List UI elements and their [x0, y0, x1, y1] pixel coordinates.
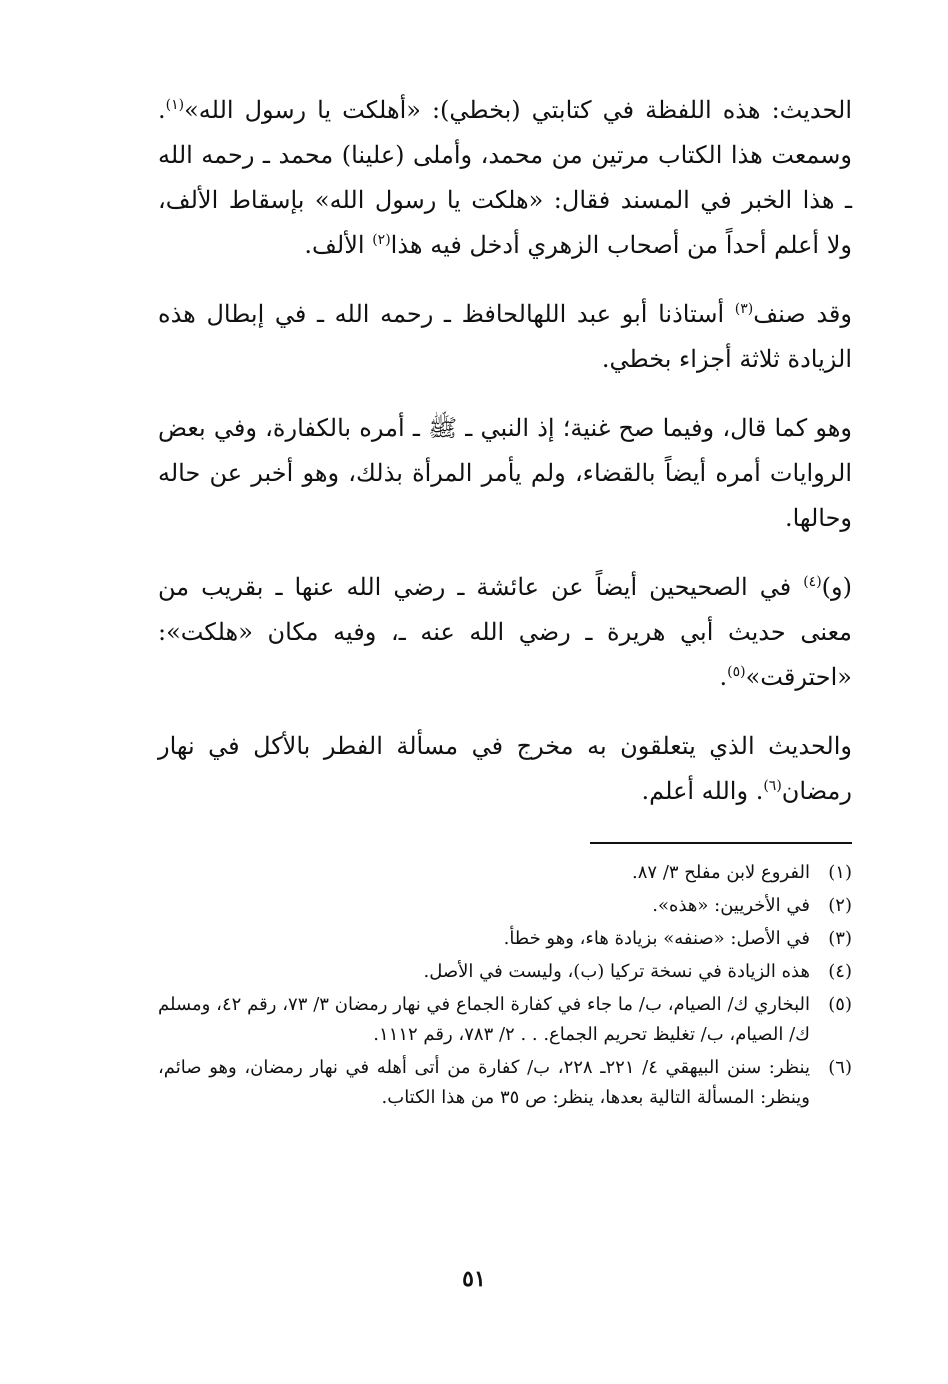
footnote-number: (١) — [828, 862, 852, 883]
page-body — [158, 88, 852, 1328]
footnote-number: (٥) — [828, 994, 852, 1015]
main-text — [158, 88, 852, 814]
footnote-marker[interactable]: (٤) — [803, 574, 822, 590]
paragraph — [158, 724, 852, 814]
text-run: (و) — [821, 573, 852, 601]
text-run: الألف. — [304, 231, 373, 259]
text-run: وقد صنف — [753, 300, 852, 328]
text-run: في الصحيحين أيضاً عن عائشة ـ رضي الله عنها ـ بقريب من معنى حديث أبي هريرة ـ رضي الله عنه ـ، وفيه مكان «هلكت»: «احترقت» — [158, 573, 852, 691]
footnote-number: (٢) — [828, 895, 852, 916]
footnote-divider — [590, 842, 852, 844]
page-number: ٥١ — [462, 1266, 486, 1292]
footnote-text: في الأصل: «صنفه» بزيادة هاء، وهو خطأ. — [503, 928, 810, 949]
footnote-marker[interactable]: (٢) — [372, 232, 391, 248]
footnote — [158, 990, 852, 1050]
text-run: وهو كما قال، وفيما صح غنية؛ إذ النبي ـ ﷺ ـ أمره بالكفارة، وفي بعض الروايات أمره أيضاً بالقضاء، ولم يأمر المرأة بذلك، وهو أخبر عن حاله وحالها. — [158, 414, 852, 532]
footnote-marker[interactable]: (٦) — [763, 778, 782, 794]
footnote — [158, 891, 852, 921]
text-run: والحديث الذي يتعلقون به مخرج في مسألة الفطر بالأكل في نهار رمضان — [158, 732, 852, 805]
footnote-number: (٦) — [828, 1057, 852, 1078]
footnote-text: هذه الزيادة في نسخة تركيا (ب)، وليست في الأصل. — [423, 961, 810, 982]
footnote — [158, 957, 852, 987]
footnote — [158, 858, 852, 888]
footnote — [158, 924, 852, 954]
footnote-text: في الأخريين: «هذه». — [652, 895, 810, 916]
paragraph — [158, 292, 852, 382]
paragraph — [158, 88, 852, 268]
text-run: الحديث: هذه اللفظة في كتابتي (بخطي): «أهلكت يا رسول الله» — [184, 96, 852, 124]
paragraph — [158, 565, 852, 700]
text-run: . والله أعلم. — [641, 777, 764, 805]
paragraph — [158, 406, 852, 541]
footnote — [158, 1053, 852, 1113]
footnote-text: ينظر: سنن البيهقي ٤/ ٢٢١ـ ٢٢٨، ب/ كفارة من أتى أهله في نهار رمضان، وهو صائم، وينظر: المسألة التالية بعدها، ينظر: ص ٣٥ من هذا الكتاب. — [158, 1057, 810, 1108]
footnotes — [158, 858, 852, 1113]
footnote-text: البخاري ك/ الصيام، ب/ ما جاء في كفارة الجماع في نهار رمضان ٣/ ٧٣، رقم ٤٢، ومسلم ك/ الصيام، ب/ تغليظ تحريم الجماع. . . ٢/ ٧٨٣، رقم ١١١٢. — [158, 994, 811, 1045]
footnote-marker[interactable]: (٣) — [734, 301, 754, 317]
footnote-number: (٣) — [828, 928, 852, 949]
text-run: . — [719, 663, 728, 691]
footnote-marker[interactable]: (٥) — [727, 664, 746, 680]
footnote-number: (٤) — [828, 961, 852, 982]
text-run: أستاذنا أبو عبد اللهالحافظ ـ رحمه الله ـ في إبطال هذه الزيادة ثلاثة أجزاء بخطي. — [158, 300, 852, 373]
text-run: . وسمعت هذا الكتاب مرتين من محمد، وأملى (علينا) محمد ـ رحمه الله ـ هذا الخبر في المسند فقال: «هلكت يا رسول الله» بإسقاط الألف، ولا أعلم أحداً من أصحاب الزهري أدخل فيه هذا — [158, 96, 852, 259]
footnote-marker[interactable]: (١) — [165, 97, 185, 113]
footnote-text: الفروع لابن مفلح ٣/ ٨٧. — [632, 862, 810, 883]
